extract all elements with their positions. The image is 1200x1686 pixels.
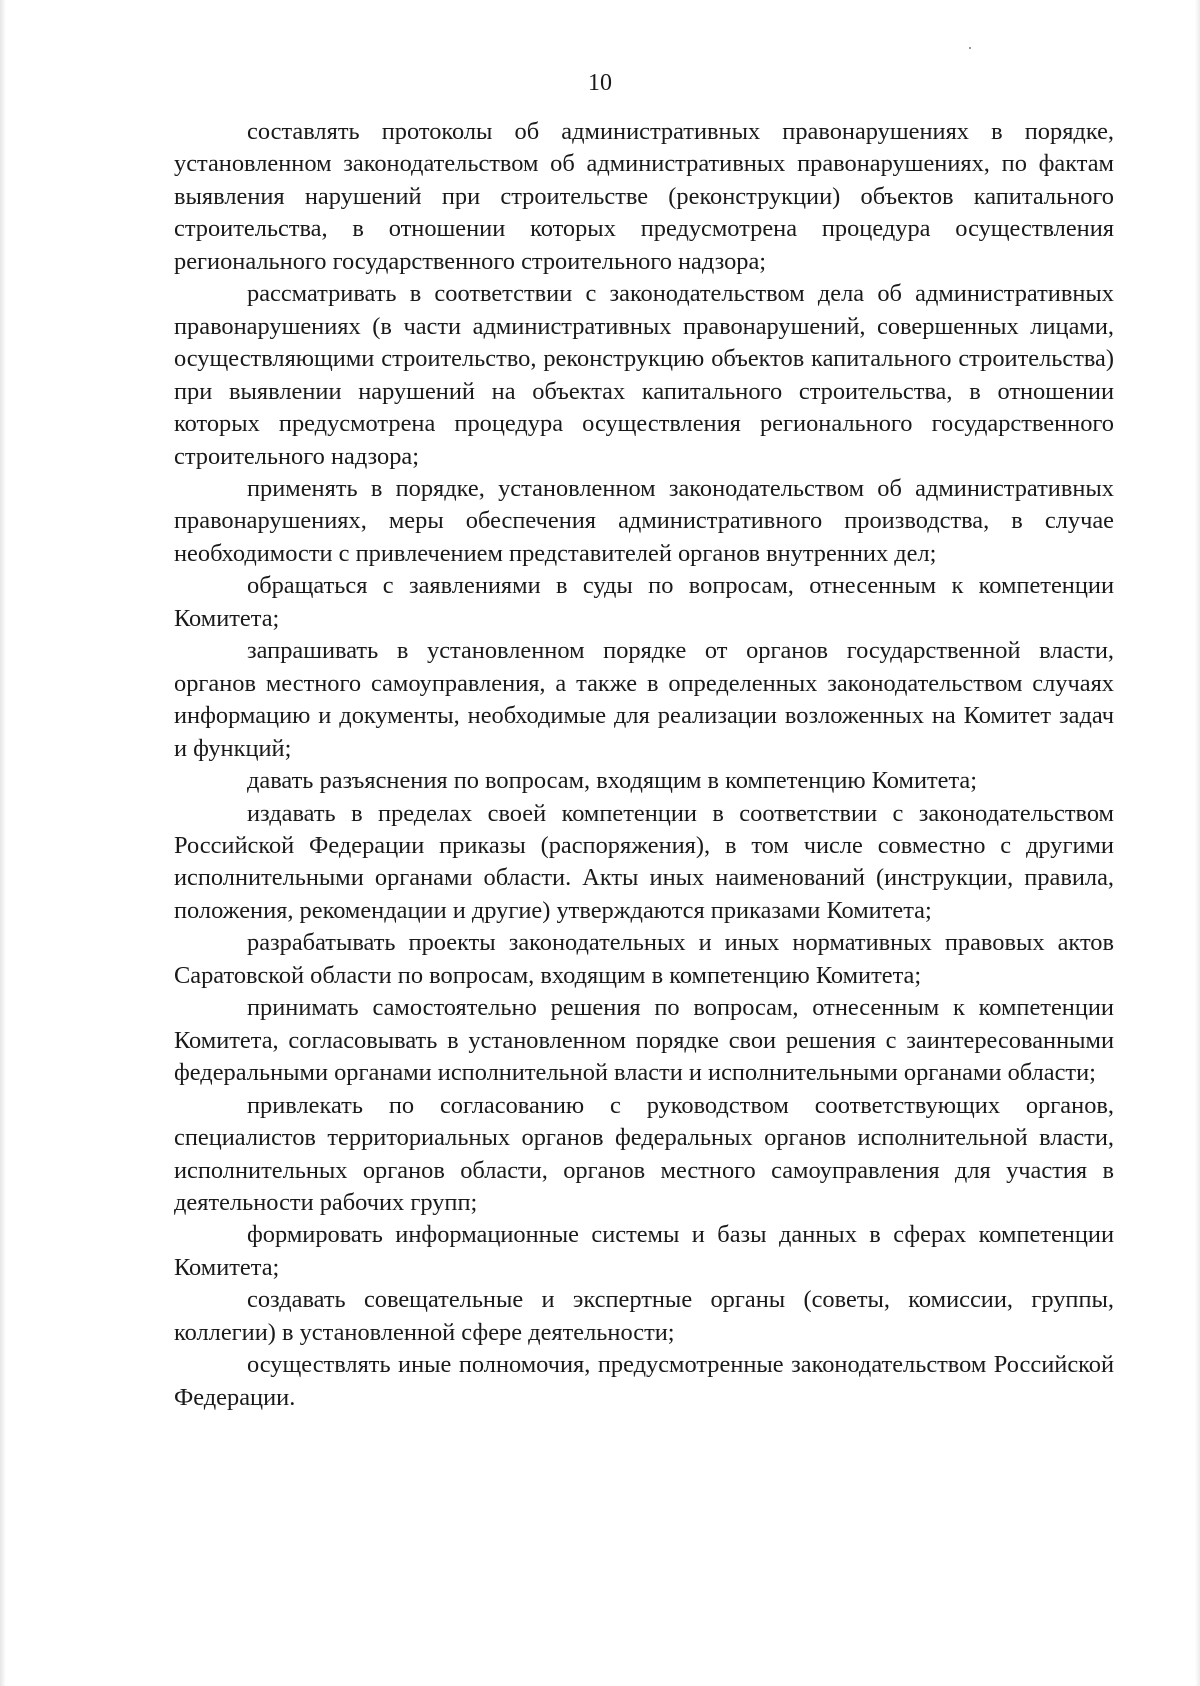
paragraph-draft-acts: разрабатывать проекты законодательных и иных нормативных правовых актов Саратовской области по вопросам, входящим в компетенцию Комитета; [174, 929, 1114, 989]
scan-edge-right [1195, 0, 1200, 1686]
paragraph-information-systems: формировать информационные системы и базы данных в сферах компетенции Комитета; [174, 1221, 1114, 1281]
scan-speck [969, 47, 971, 49]
paragraph-involve-specialists: привлекать по согласованию с руководством соответствующих органов, специалистов территориальных органов федеральных органов исполнительной власти, исполнительных органов области, органов местного самоуправления для участия в деятельности рабочих групп; [174, 1091, 1114, 1216]
scan-edge-left [0, 0, 6, 1686]
page-number: 10 [588, 70, 612, 96]
document-body [174, 116, 1114, 1414]
paragraph-apply-measures: применять в порядке, установленном законодательством об административных правонарушениях, меры обеспечения административного производства, в случае необходимости с привлечением представителей органов внутренних дел; [174, 474, 1114, 567]
paragraph-court-claims: обращаться с заявлениями в суды по вопросам, отнесенным к компетенции Комитета; [174, 572, 1114, 632]
paragraph-other-powers: осуществлять иные полномочия, предусмотренные законодательством Российской Федерации. [174, 1351, 1114, 1411]
paragraph-request-info: запрашивать в установленном порядке от органов государственной власти, органов местного самоуправления, а также в определенных законодательством случаях информацию и документы, необходимые для реализации возложенных на Комитет задач и функций; [174, 637, 1114, 762]
paragraph-advisory-bodies: создавать совещательные и экспертные органы (советы, комиссии, группы, коллегии) в установленной сфере деятельности; [174, 1286, 1114, 1346]
paragraph-issue-orders: издавать в пределах своей компетенции в соответствии с законодательством Российской Федерации приказы (распоряжения), в том числе совместно с другими исполнительными органами области. Акты иных наименований (инструкции, правила, положения, рекомендации и другие) утверждаются приказами Комитета; [174, 799, 1114, 924]
paragraph-explanations: давать разъяснения по вопросам, входящим в компетенцию Комитета; [247, 767, 978, 795]
paragraph-consider-cases: рассматривать в соответствии с законодательством дела об административных правонарушениях (в части административных правонарушений, совершенных лицами, осуществляющими строительство, реконструкцию объектов капитального строительства) при выявлении нарушений на объектах капитального строительства, в отношении которых предусмотрена процедура осуществления регионального государственного строительного надзора; [174, 280, 1114, 470]
paragraph-protocols: составлять протоколы об административных правонарушениях в порядке, установленном законодательством об административных правонарушениях, по фактам выявления нарушений при строительстве (реконструкции) объектов капитального строительства, в отношении которых предусмотрена процедура осуществления регионального государственного строительного надзора; [174, 118, 1114, 275]
paragraph-make-decisions: принимать самостоятельно решения по вопросам, отнесенным к компетенции Комитета, согласовывать в установленном порядке свои решения с заинтересованными федеральными органами исполнительной власти и исполнительными органами области; [174, 994, 1114, 1087]
